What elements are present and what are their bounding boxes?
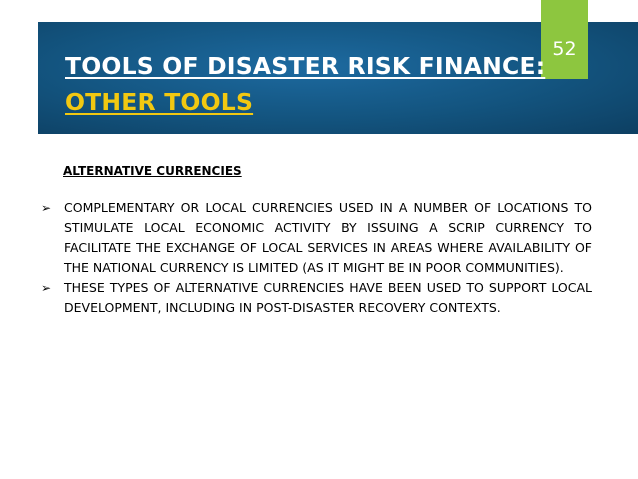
- section-heading: ALTERNATIVE CURRENCIES: [63, 164, 242, 178]
- slide-title: TOOLS OF DISASTER RISK FINANCE:: [65, 52, 546, 80]
- arrowhead-bullet-icon: ➢: [41, 201, 52, 215]
- bullet-item: [40, 278, 592, 318]
- bullet-item: [40, 198, 592, 278]
- slide-number: 52: [552, 38, 577, 60]
- slide-subtitle: OTHER TOOLS: [65, 88, 254, 116]
- bullet-text: COMPLEMENTARY OR LOCAL CURRENCIES USED IN A NUMBER OF LOCATIONS TO STIMULATE LOCAL ECONOMIC ACTIVITY BY ISSUING A SCRIP CURRENCY TO FACILITATE THE EXCHANGE OF LOCAL SERVICES IN AREAS WHERE AVAILABILITY OF THE NATIONAL CURRENCY IS LIMITED (AS IT MIGHT BE IN POOR COMMUNITIES).: [64, 200, 592, 275]
- slide-number-tab: [541, 0, 588, 79]
- bullet-text: THESE TYPES OF ALTERNATIVE CURRENCIES HAVE BEEN USED TO SUPPORT LOCAL DEVELOPMENT, INCLUDING IN POST-DISASTER RECOVERY CONTEXTS.: [64, 280, 592, 315]
- arrowhead-bullet-icon: ➢: [41, 281, 52, 295]
- bullet-list: [40, 198, 592, 318]
